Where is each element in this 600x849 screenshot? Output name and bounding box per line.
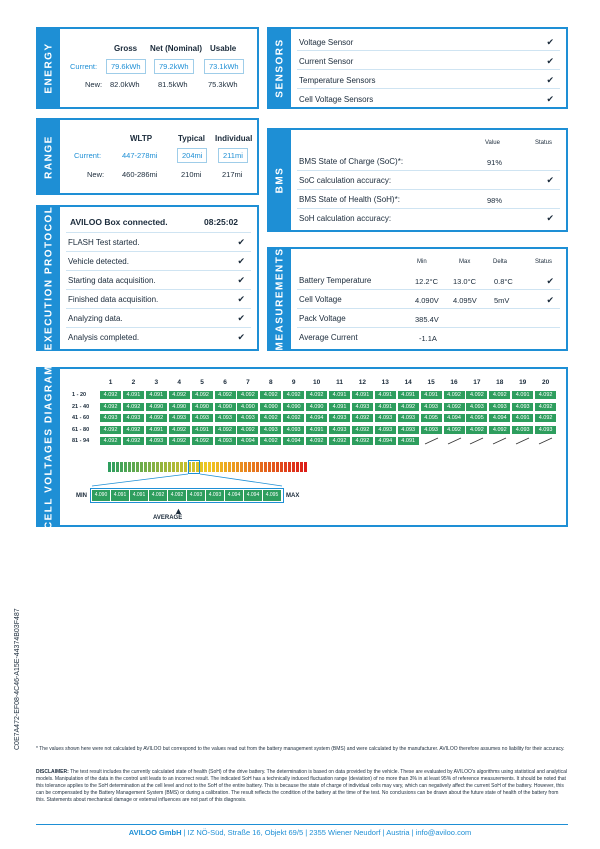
sensor-item: Cell Voltage Sensors — [299, 95, 374, 104]
check-icon: ✔ — [237, 313, 245, 323]
energy-new-label: New: — [85, 80, 103, 89]
cell-voltage: 4.091 — [398, 391, 419, 399]
divider — [66, 308, 251, 309]
cell-voltage: 4.090 — [237, 403, 258, 411]
divider — [297, 189, 560, 190]
cell-voltage: 4.092 — [444, 391, 465, 399]
meas-max-header: Max — [459, 259, 471, 265]
cell-voltage: 4.091 — [421, 391, 442, 399]
footer-divider — [36, 824, 568, 825]
check-icon: ✔ — [237, 237, 245, 247]
cell-voltage: 4.093 — [329, 414, 350, 422]
divider — [297, 170, 560, 171]
divider — [297, 327, 560, 328]
scale-value: 4.091 — [111, 490, 129, 501]
bms-soh-value: 98% — [487, 196, 503, 205]
check-icon: ✔ — [546, 175, 554, 185]
bms-soc-accuracy-label: SoC calculation accuracy: — [299, 176, 392, 185]
cell-voltage: 4.092 — [146, 414, 167, 422]
cell-voltage: 4.094 — [489, 414, 510, 422]
execution-header: AVILOO Box connected. — [70, 217, 168, 227]
cell-voltage: 4.092 — [260, 414, 281, 422]
execution-item: Vehicle detected. — [68, 257, 129, 266]
execution-item: Starting data acquisition. — [68, 276, 156, 285]
cell-voltage: 4.093 — [375, 426, 396, 434]
cell-voltage: 4.093 — [237, 414, 258, 422]
address-text: | IZ NÖ-Süd, Straße 16, Objekt 69/5 | 2355 Wiener Neudorf | Austria | info@aviloo.com — [181, 828, 472, 837]
divider — [297, 208, 560, 209]
scale-value: 4.090 — [92, 490, 110, 501]
cell-voltage: 4.091 — [146, 391, 167, 399]
column-number: 5 — [200, 379, 204, 386]
energy-side-label: ENERGY — [38, 29, 60, 107]
column-number: 13 — [381, 379, 389, 386]
cell-voltage: 4.093 — [192, 414, 213, 422]
cell-voltage: 4.092 — [444, 426, 465, 434]
sensors-side-label: SENSORS — [269, 29, 291, 107]
check-icon: ✔ — [546, 37, 554, 47]
cell-voltage: 4.093 — [215, 437, 236, 445]
cell-voltage: 4.094 — [306, 414, 327, 422]
cell-voltage: 4.092 — [466, 391, 487, 399]
cell-voltage: 4.090 — [260, 403, 281, 411]
column-number: 4 — [177, 379, 181, 386]
column-number: 17 — [473, 379, 481, 386]
row-label: 41 - 60 — [72, 415, 90, 421]
bms-soh-label: BMS State of Health (SoH)*: — [299, 195, 400, 204]
cell-voltage: 4.092 — [352, 414, 373, 422]
check-icon: ✔ — [546, 213, 554, 223]
cell-voltage: 4.093 — [535, 426, 556, 434]
energy-current-usable: 73.1kWh — [204, 59, 244, 74]
cell-voltage: 4.094 — [444, 414, 465, 422]
execution-item: Analysis completed. — [68, 333, 140, 342]
divider — [297, 289, 560, 290]
cell-voltage: 4.092 — [123, 403, 144, 411]
cell-voltage: 4.092 — [329, 437, 350, 445]
cell-voltage: 4.090 — [146, 403, 167, 411]
meas-min: 12.2°C — [415, 277, 439, 286]
meas-delta: 0.8°C — [494, 277, 513, 286]
scale-zoom-lines — [60, 369, 570, 529]
cell-voltage: 4.091 — [352, 391, 373, 399]
cell-voltage: 4.092 — [169, 437, 190, 445]
cell-voltage: 4.090 — [306, 403, 327, 411]
cell-voltage: 4.093 — [352, 403, 373, 411]
cell-voltage: 4.093 — [421, 426, 442, 434]
execution-panel — [36, 205, 259, 351]
range-header-wltp: WLTP — [130, 134, 153, 143]
check-icon: ✔ — [546, 276, 554, 286]
sensor-item: Temperature Sensors — [299, 76, 376, 85]
check-icon: ✔ — [546, 75, 554, 85]
meas-min: 4.090V — [415, 296, 439, 305]
cell-voltage: 4.092 — [283, 414, 304, 422]
meas-max: 13.0°C — [453, 277, 477, 286]
divider — [66, 327, 251, 328]
row-label: 1 - 20 — [72, 392, 87, 398]
divider — [297, 50, 560, 51]
cell-voltage: 4.091 — [192, 426, 213, 434]
column-number: 3 — [154, 379, 159, 386]
column-number: 19 — [519, 379, 527, 386]
cell-voltage: 4.092 — [215, 426, 236, 434]
cell-voltage: 4.092 — [100, 391, 121, 399]
energy-new-net: 81.5kWh — [158, 80, 188, 89]
disclaimer-text: The test result includes the currently calculated state of health (SoH) of the drive battery. The determination is based on data provided by the vehicle. These are evaluated by AVILOO's algorithms using statistical and analytical models. Manipulation of the data in the control unit leads to an incorrect result. The indicated SoH has a technically induced fluctuation range (deviation) of no more than 3% in at least 95% of reference measurements. It should be noted that this tolerance applies to the SoH determination at the cell level and not to the SoH of the entire battery. This is because the state of charge of individual cells may vary, which can negatively affect the current SoH of the battery. However, this can be compensated by the Battery Management System (BMS) or during a calibration. The result reflects the condition of the battery at the time of the test. No conclusions can be drawn about the future state of health of the battery from this. Statements about mechanical damage or external influences are not part of this diagnosis. — [36, 769, 568, 803]
column-number: 7 — [246, 379, 250, 386]
cell-voltage: 4.092 — [100, 403, 121, 411]
range-current-typical: 204mi — [177, 148, 207, 163]
column-number: 16 — [450, 379, 458, 386]
sensor-item: Voltage Sensor — [299, 38, 354, 47]
meas-max: 4.095V — [453, 296, 477, 305]
energy-new-usable: 75.3kWh — [208, 80, 238, 89]
scale-value: 4.092 — [149, 490, 167, 501]
cell-voltage: 4.092 — [283, 391, 304, 399]
cell-voltage: 4.090 — [192, 403, 213, 411]
cell-voltage: 4.093 — [512, 426, 533, 434]
bms-soc-label: BMS State of Charge (SoC)*: — [299, 157, 404, 166]
cell-voltage: 4.093 — [398, 426, 419, 434]
cell-voltage: 4.092 — [260, 437, 281, 445]
meas-status-header: Status — [535, 259, 553, 265]
check-icon: ✔ — [546, 56, 554, 66]
scale-value: 4.094 — [225, 490, 243, 501]
range-current-label: Current: — [74, 151, 102, 160]
cell-voltage: 4.092 — [306, 437, 327, 445]
disclaimer — [36, 769, 568, 804]
column-number: 15 — [427, 379, 435, 386]
energy-current-gross: 79.6kWh — [106, 59, 146, 74]
execution-time: 08:25:02 — [204, 217, 239, 227]
check-icon: ✔ — [546, 94, 554, 104]
cell-voltage: 4.093 — [123, 414, 144, 422]
divider — [66, 270, 251, 271]
meas-delta: 5mV — [494, 296, 510, 305]
energy-new-gross: 82.0kWh — [110, 80, 140, 89]
sensor-item: Current Sensor — [299, 57, 354, 66]
cell-voltage: 4.091 — [512, 391, 533, 399]
energy-panel — [36, 27, 259, 109]
meas-min: -1.1A — [419, 334, 437, 343]
range-current-individual: 211mi — [218, 148, 248, 163]
cell-voltage: 4.091 — [329, 403, 350, 411]
bms-value-header: Value — [485, 140, 500, 146]
scale-value: 4.094 — [244, 490, 262, 501]
cell-voltage: 4.090 — [215, 403, 236, 411]
scale-value: 4.091 — [130, 490, 148, 501]
cell-voltage: 4.092 — [352, 426, 373, 434]
column-number: 18 — [496, 379, 504, 386]
cell-voltage: 4.091 — [375, 391, 396, 399]
energy-header-net: Net (Nominal) — [150, 44, 202, 53]
divider — [297, 308, 560, 309]
cell-voltage: 4.093 — [100, 414, 121, 422]
cell-voltage: 4.092 — [466, 426, 487, 434]
check-icon: ✔ — [546, 295, 554, 305]
cell-voltage: 4.092 — [535, 391, 556, 399]
cell-voltage: 4.090 — [283, 403, 304, 411]
divider — [66, 251, 251, 252]
cell-voltage: 4.093 — [260, 426, 281, 434]
cell-voltage: 4.095 — [466, 414, 487, 422]
bms-soc-value: 91% — [487, 158, 503, 167]
bms-soh-accuracy-label: SoH calculation accuracy: — [299, 214, 392, 223]
energy-header-gross: Gross — [114, 44, 138, 53]
cell-voltage: 4.092 — [398, 403, 419, 411]
footnote: * The values shown here were not calculated by AVILOO but correspond to the values read out from the battery management system (BMS) and were calculated by the manufacturer. AVILOO therefore assumes no liability for their accuracy. — [36, 746, 565, 752]
meas-label: Pack Voltage — [299, 314, 346, 323]
cell-voltage: 4.092 — [306, 391, 327, 399]
cell-voltage: 4.091 — [375, 403, 396, 411]
cell-voltage: 4.092 — [123, 426, 144, 434]
energy-header-usable: Usable — [210, 44, 237, 53]
cell-voltage: 4.092 — [123, 437, 144, 445]
range-side-label: RANGE — [38, 120, 60, 193]
cell-voltages-side-label: CELL VOLTAGES DIAGRAM — [38, 369, 60, 525]
cell-voltage: 4.091 — [398, 437, 419, 445]
cell-voltage: 4.092 — [352, 437, 373, 445]
cell-voltage: 4.094 — [375, 437, 396, 445]
cell-voltage: 4.092 — [237, 426, 258, 434]
company-name: AVILOO GmbH — [128, 828, 182, 837]
bms-panel — [267, 128, 568, 232]
cell-voltage: 4.092 — [169, 426, 190, 434]
measurements-panel — [267, 247, 568, 351]
row-label: 61 - 80 — [72, 426, 90, 433]
scale-value: 4.093 — [206, 490, 224, 501]
cell-voltage: 4.092 — [169, 391, 190, 399]
cell-voltage: 4.092 — [215, 391, 236, 399]
min-label: MIN — [76, 493, 87, 499]
row-label: 21 - 40 — [72, 403, 90, 410]
cell-voltage: 4.092 — [260, 391, 281, 399]
cell-voltage: 4.092 — [489, 391, 510, 399]
range-header-typical: Typical — [178, 134, 205, 143]
column-number: 2 — [131, 379, 136, 386]
cell-voltage: 4.093 — [283, 426, 304, 434]
cell-voltage: 4.093 — [421, 403, 442, 411]
cell-voltage: 4.094 — [237, 437, 258, 445]
average-arrow-icon: ▲ — [174, 506, 183, 516]
column-number: 8 — [268, 379, 273, 386]
range-new-individual: 217mi — [222, 170, 243, 179]
cell-voltage: 4.095 — [421, 414, 442, 422]
range-panel — [36, 118, 259, 195]
cell-voltage: 4.093 — [466, 403, 487, 411]
meas-label: Average Current — [299, 333, 358, 342]
cell-voltage: 4.093 — [329, 426, 350, 434]
execution-item: FLASH Test started. — [68, 238, 140, 247]
range-new-typical: 210mi — [181, 170, 202, 179]
range-new-wltp: 460-286mi — [122, 170, 158, 179]
disclaimer-label: DISCLAIMER: — [36, 769, 69, 775]
execution-item: Finished data acquisition. — [68, 295, 159, 304]
column-number: 20 — [541, 379, 550, 386]
cell-voltage: 4.094 — [283, 437, 304, 445]
check-icon: ✔ — [237, 275, 245, 285]
cell-voltage: 4.093 — [512, 403, 533, 411]
energy-current-net: 79.2kWh — [154, 59, 194, 74]
cell-voltages-panel — [36, 364, 568, 530]
cell-voltage: 4.093 — [375, 414, 396, 422]
range-header-individual: Individual — [215, 134, 253, 143]
bms-status-header: Status — [535, 140, 553, 146]
row-label: 81 - 94 — [72, 438, 90, 444]
zoom-line — [200, 474, 282, 486]
cell-voltage: 4.090 — [169, 403, 190, 411]
meas-min: 385.4V — [415, 315, 439, 324]
execution-side-label: EXECUTION PROTOCOL — [38, 207, 60, 349]
cell-voltage: 4.092 — [100, 426, 121, 434]
column-number: 9 — [291, 379, 296, 386]
meas-delta-header: Delta — [493, 259, 508, 265]
divider — [297, 88, 560, 89]
cell-voltage: 4.092 — [489, 426, 510, 434]
column-number: 11 — [336, 379, 343, 386]
cell-voltage: 4.093 — [146, 437, 167, 445]
cell-voltage: 4.092 — [535, 414, 556, 422]
column-number: 12 — [358, 379, 366, 386]
cell-voltage: 4.092 — [535, 403, 556, 411]
cell-voltage: 4.091 — [123, 391, 144, 399]
max-label: MAX — [286, 493, 300, 499]
measurements-side-label: MEASUREMENTS — [269, 249, 291, 349]
average-label: AVERAGE — [153, 515, 183, 521]
cell-voltage: 4.092 — [192, 391, 213, 399]
scale-value: 4.092 — [168, 490, 186, 501]
cell-voltage: 4.092 — [100, 437, 121, 445]
energy-current-label: Current: — [70, 62, 98, 71]
meas-label: Cell Voltage — [299, 295, 342, 304]
cell-voltage: 4.091 — [146, 426, 167, 434]
cell-voltage: 4.091 — [329, 391, 350, 399]
column-number: 6 — [223, 379, 227, 386]
cell-voltage: 4.092 — [192, 437, 213, 445]
meas-min-header: Min — [417, 259, 427, 265]
sensors-panel — [267, 27, 568, 109]
cell-voltage: 4.093 — [489, 403, 510, 411]
cell-voltage: 4.092 — [444, 403, 465, 411]
column-number: 1 — [108, 379, 113, 386]
check-icon: ✔ — [237, 332, 245, 342]
divider — [297, 69, 560, 70]
cell-voltage: 4.091 — [512, 414, 533, 422]
column-number: 14 — [404, 379, 412, 386]
execution-item: Analyzing data. — [68, 314, 123, 323]
footer-address — [0, 828, 600, 837]
check-icon: ✔ — [237, 294, 245, 304]
column-number: 10 — [312, 379, 321, 386]
scale-value: 4.095 — [263, 490, 281, 501]
meas-label: Battery Temperature — [299, 276, 372, 285]
cell-voltage: 4.091 — [306, 426, 327, 434]
divider — [66, 289, 251, 290]
divider — [66, 232, 251, 233]
scale-value: 4.093 — [187, 490, 205, 501]
zoom-line — [92, 474, 188, 486]
check-icon: ✔ — [237, 256, 245, 266]
bms-side-label: BMS — [269, 130, 291, 230]
range-new-label: New: — [87, 170, 105, 179]
cell-voltage: 4.093 — [398, 414, 419, 422]
cell-voltage: 4.092 — [237, 391, 258, 399]
cell-voltage: 4.093 — [215, 414, 236, 422]
range-current-wltp: 447-278mi — [122, 151, 158, 160]
cell-voltage: 4.093 — [169, 414, 190, 422]
